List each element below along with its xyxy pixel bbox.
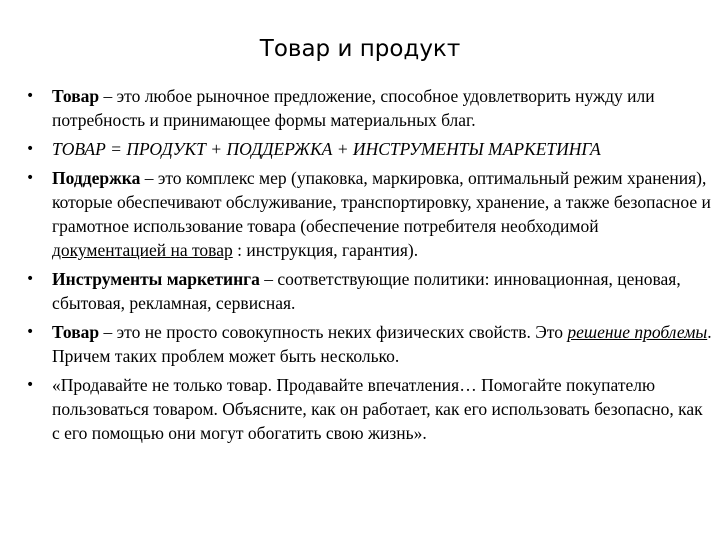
- quote-text: «Продавайте не только товар. Продавайте впечатления… Помогайте покупателю пользоваться товаром. Объясните, как он работает, как его использовать безопасно, как с его помощью они могут обогатить свою жизнь».: [52, 375, 703, 443]
- term-tovar: Товар: [52, 86, 100, 106]
- term-tovar-2: Товар: [52, 322, 100, 342]
- bullet-marketing-tools: [26, 267, 712, 315]
- term-marketing-tools: Инструменты маркетинга: [52, 269, 260, 289]
- marketing-tools-text: – соответствующие политики: инновационная, ценовая, сбытовая, рекламная, сервисная.: [52, 269, 681, 313]
- bullet-list: [26, 84, 712, 450]
- problem-solution-tail: . Причем таких проблем может быть несколько.: [52, 322, 712, 366]
- support-definition-tail: : инструкция, гарантия).: [232, 240, 419, 260]
- term-support: Поддержка: [52, 168, 141, 188]
- bullet-quote: [26, 373, 712, 445]
- bullet-support-definition: [26, 166, 712, 262]
- slide-title: Товар и продукт: [259, 36, 461, 62]
- bullet-problem-solution: [26, 320, 712, 368]
- documentation-link[interactable]: документацией на товар: [52, 240, 233, 260]
- bullet-formula: [26, 137, 712, 161]
- tovar-definition-text: – это любое рыночное предложение, способное удовлетворить нужду или потребность и принимающее формы материальных благ.: [52, 86, 655, 130]
- problem-solution-text: – это не просто совокупность неких физических свойств. Это: [99, 322, 568, 342]
- bullet-tovar-definition: [26, 84, 712, 132]
- support-definition-text: – это комплекс мер (упаковка, маркировка, оптимальный режим хранения), которые обеспечивают обслуживание, транспортировку, хранение, а также безопасное и грамотное использование товара (обеспечение потребителя необходимой: [52, 168, 711, 236]
- formula-text: ТОВАР = ПРОДУКТ + ПОДДЕРЖКА + ИНСТРУМЕНТЫ МАРКЕТИНГА: [52, 139, 601, 159]
- problem-solution-link[interactable]: решение проблемы: [567, 322, 708, 342]
